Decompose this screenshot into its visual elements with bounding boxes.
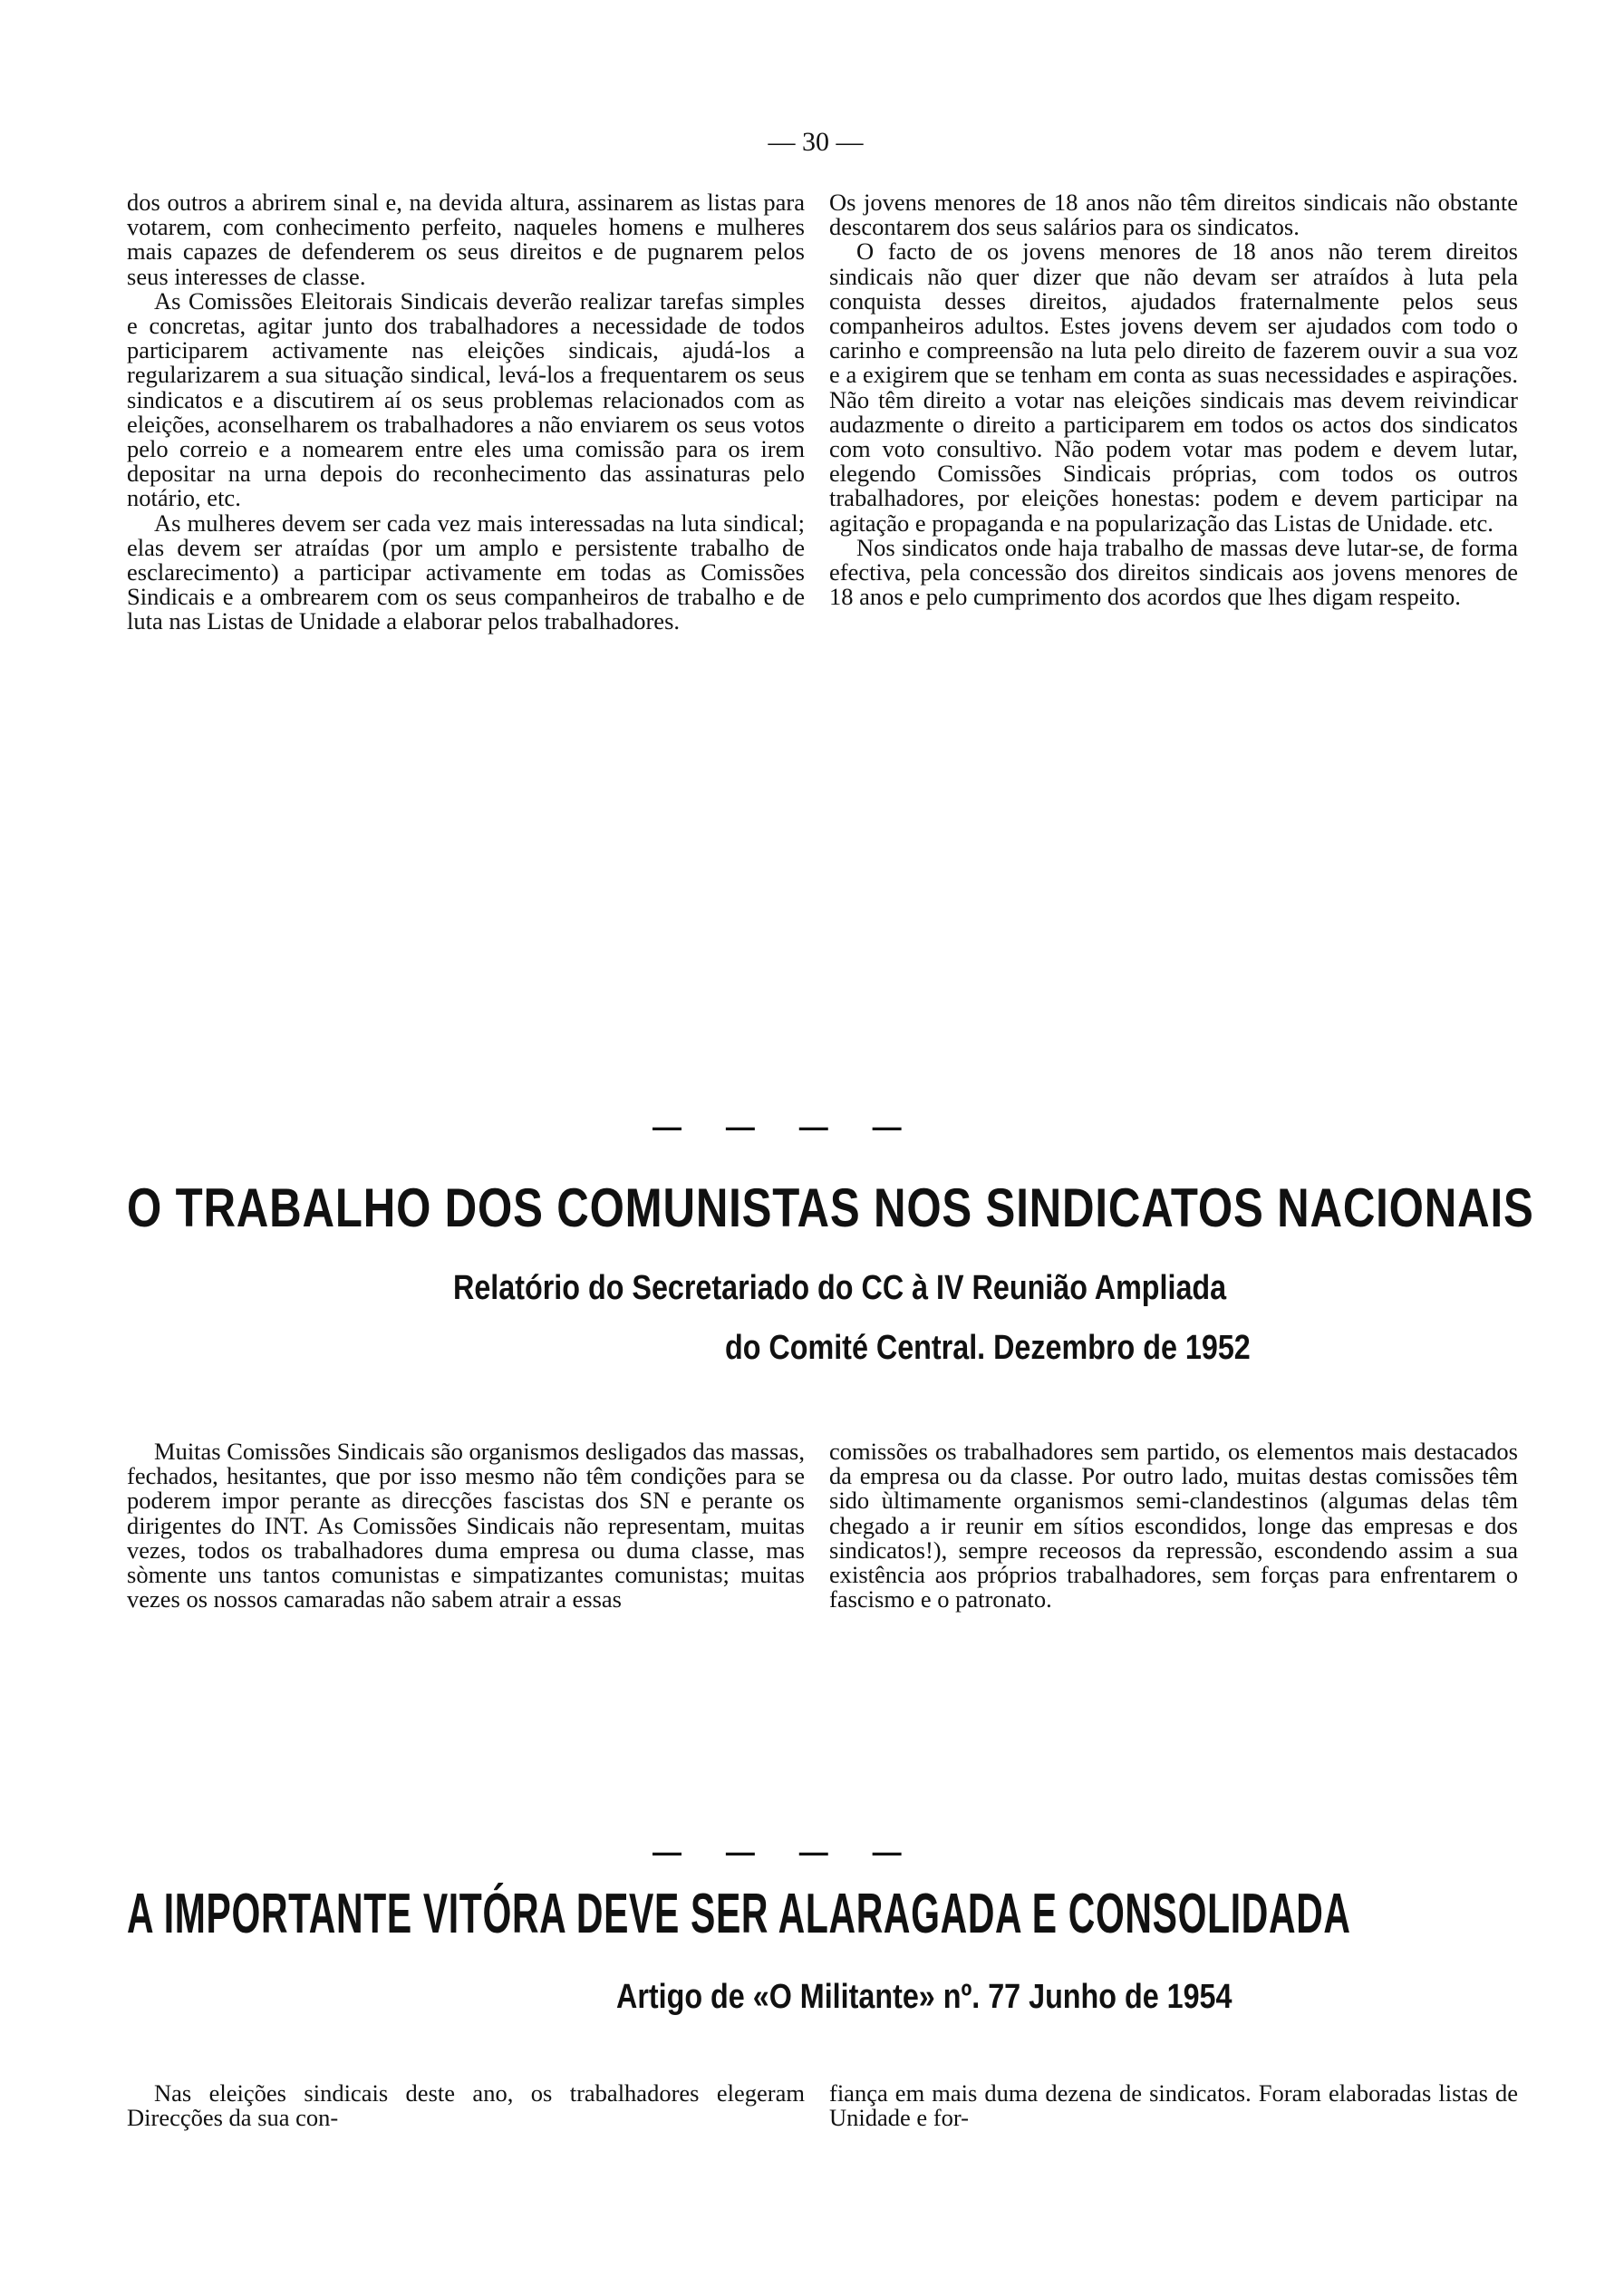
paragraph: Muitas Comissões Sindicais são organismos desligados das massas, fechados, hesitantes, que por isso mesmo não têm condições para se poderem impor perante as direcções fascistas dos SN e perante os dirigentes do INT. As Comissões Sindicais não representam, muitas vezes, todos os trabalhadores duma empresa ou duma classe, mas sòmente uns tantos comunistas e simpatizantes comunistas; muitas vezes os nossos camaradas não sabem atrair a essas	[127, 1438, 805, 1613]
page-number: — 30 —	[768, 127, 864, 157]
article-subtitle: Relatório do Secretariado do CC à IV Reunião Ampliada	[453, 1269, 1227, 1307]
article3-left-column	[127, 2081, 805, 2130]
section1-left-column	[127, 190, 805, 635]
paragraph: As mulheres devem ser cada vez mais interessadas na luta sindical; elas devem ser atraídas (por um amplo e persistente trabalho de esclarecimento) a participar activamente em todas as Comissões Sindicais e a ombrearem com os seus companheiros de trabalho e de luta nas Listas de Unidade a elaborar pelos trabalhadores.	[127, 509, 805, 635]
section1-right-column	[829, 190, 1518, 609]
article3-right-column	[829, 2081, 1518, 2130]
article2-right-column	[829, 1439, 1518, 1612]
article-subtitle: do Comité Central. Dezembro de 1952	[725, 1329, 1251, 1367]
article-title: A IMPORTANTE VITÓRA DEVE SER ALARAGADA E CONSOLIDADA	[127, 1883, 1351, 1945]
section-separator: — — — —	[652, 1836, 920, 1868]
paragraph: Nos sindicatos onde haja trabalho de massas deve lutar-se, de forma efectiva, pela concessão dos direitos sindicais aos jovens menores de 18 anos e pelo cumprimento dos acordos que lhes digam respeito.	[829, 533, 1518, 611]
article2-left-column	[127, 1439, 805, 1612]
section-separator: — — — —	[652, 1110, 920, 1143]
article-title: O TRABALHO DOS COMUNISTAS NOS SINDICATOS NACIONAIS	[127, 1177, 1534, 1238]
paragraph: Nas eleições sindicais deste ano, os trabalhadores elegeram Direcções da sua con-	[127, 2079, 805, 2132]
paragraph: Os jovens menores de 18 anos não têm direitos sindicais não obstante descontarem dos seus salários para os sindicatos.	[829, 189, 1518, 241]
paragraph: dos outros a abrirem sinal e, na devida altura, assinarem as listas para votarem, com conhecimento perfeito, naqueles homens e mulheres mais capazes de defenderem os seus direitos e de pugnarem pelos seus interesses de classe.	[127, 189, 805, 290]
paragraph: fiança em mais duma dezena de sindicatos. Foram elaboradas listas de Unidade e for-	[829, 2079, 1518, 2132]
paragraph: As Comissões Eleitorais Sindicais deverão realizar tarefas simples e concretas, agitar junto dos trabalhadores a necessidade de todos participarem activamente nas eleições sindicais, ajudá-los a regularizarem a sua situação sindical, levá-los a frequentarem os seus sindicatos e a discutirem aí os seus problemas relacionados com as eleições, aconselharem os trabalhadores a não enviarem os seus votos pelo correio e a nomearem entre eles uma comissão para os irem depositar na urna depois do reconhecimento das assinaturas pelo notário, etc.	[127, 286, 805, 512]
paragraph: O facto de os jovens menores de 18 anos não terem direitos sindicais não quer dizer que não devam ser atraídos à luta pela conquista desses direitos, ajudados fraternalmente pelos seus companheiros adultos. Estes jovens devem ser ajudados com todo o carinho e compreensão na luta pelo direito de fazerem ouvir a sua voz e a exigirem que se tenham em conta as suas necessidades e aspirações. Não têm direito a votar nas eleições sindicais mas devem reivindicar audazmente o direito a participarem em todos os actos dos sindicatos com voto consultivo. Não podem votar mas podem e devem lutar, elegendo Comissões Sindicais próprias, com todos os outros trabalhadores, por eleições honestas: podem e devem participar na agitação e propaganda e na popularização das Listas de Unidade. etc.	[829, 237, 1518, 537]
article-subtitle: Artigo de «O Militante» nº. 77 Junho de 1954	[616, 1978, 1232, 2016]
paragraph: comissões os trabalhadores sem partido, os elementos mais destacados da empresa ou da classe. Por outro lado, muitas destas comissões têm sido ùltimamente organismos semi-clandestinos (algumas delas têm chegado a ir reunir em sítios escondidos, longe das empresas e dos sindicatos!), sempre receosos da repressão, escondendo assim a sua existência aos próprios trabalhadores, sem forças para enfrentarem o fascismo e o patronato.	[829, 1438, 1518, 1613]
